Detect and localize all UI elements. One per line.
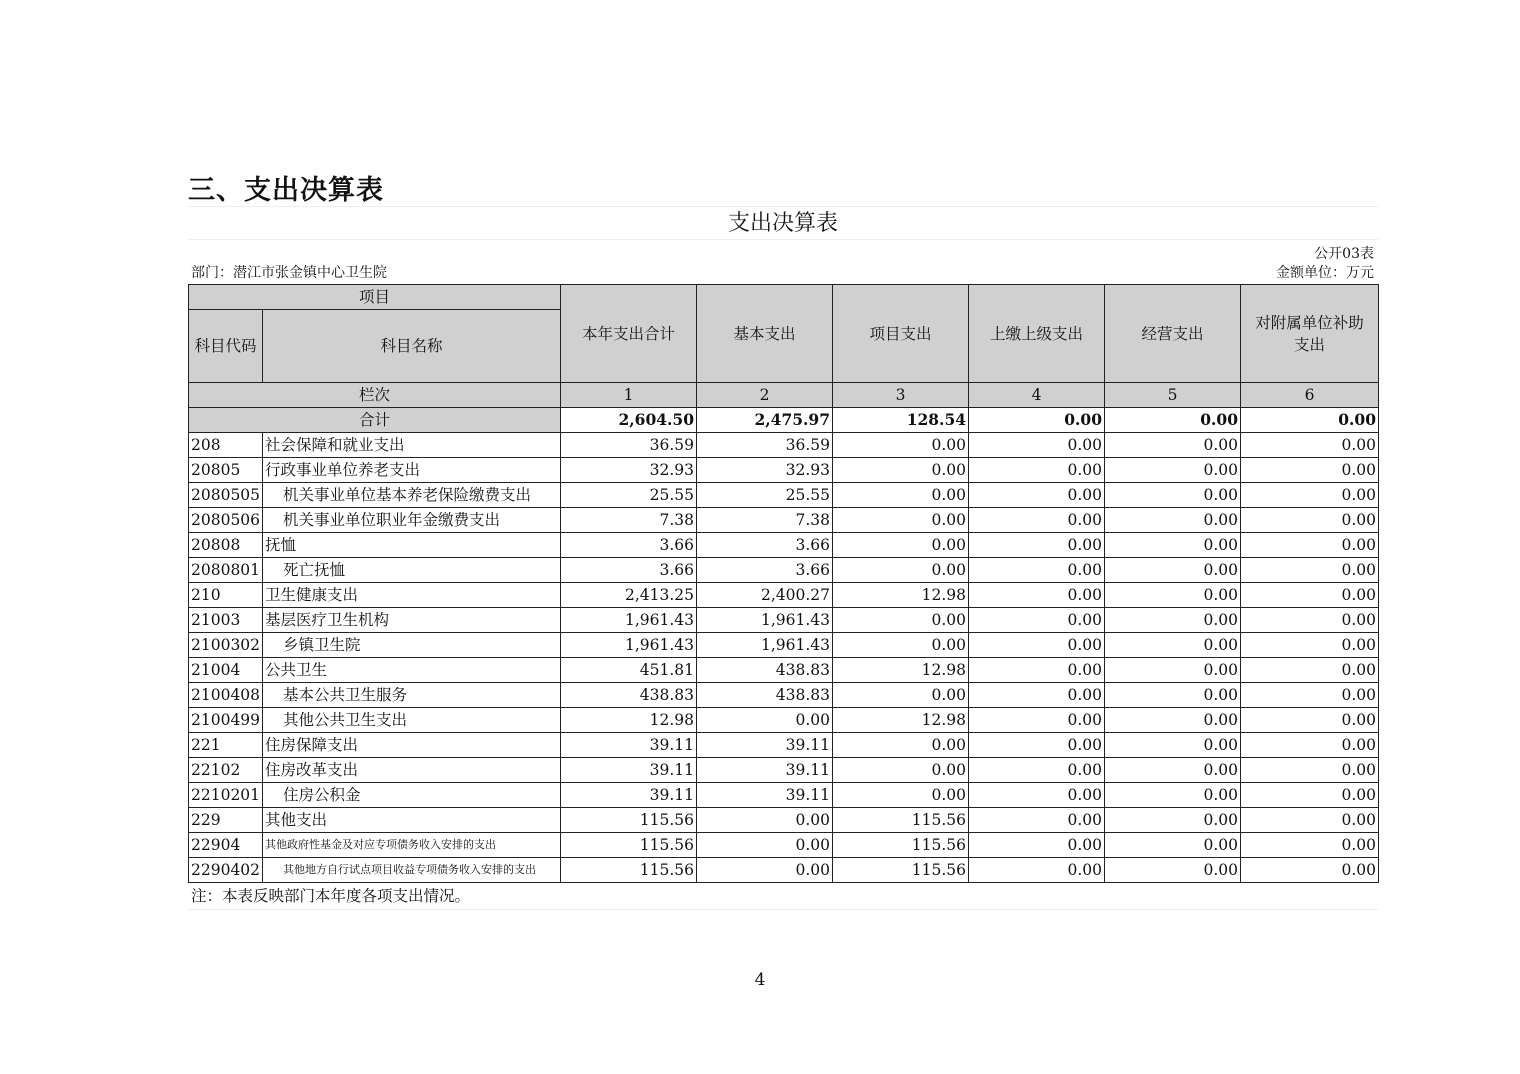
amount-cell: 39.11 (697, 783, 833, 808)
amount-cell: 0.00 (1105, 683, 1241, 708)
amount-cell: 0.00 (969, 833, 1105, 858)
subject-code: 208 (189, 433, 263, 458)
subject-code: 2100302 (189, 633, 263, 658)
amount-cell: 0.00 (969, 758, 1105, 783)
subject-name: 其他公共卫生支出 (263, 708, 561, 733)
amount-cell: 0.00 (697, 708, 833, 733)
amount-cell: 12.98 (833, 583, 969, 608)
amount-cell: 0.00 (969, 558, 1105, 583)
table-row (189, 733, 1379, 758)
subject-code: 210 (189, 583, 263, 608)
subject-name: 卫生健康支出 (263, 583, 561, 608)
table-row (189, 558, 1379, 583)
amount-cell: 0.00 (1105, 508, 1241, 533)
total-label: 合计 (189, 408, 561, 433)
amount-cell: 0.00 (1105, 608, 1241, 633)
subject-name: 住房公积金 (263, 783, 561, 808)
table-row (189, 683, 1379, 708)
header-name: 科目名称 (263, 310, 561, 383)
table-row (189, 483, 1379, 508)
amount-cell: 0.00 (1105, 758, 1241, 783)
amount-cell: 3.66 (697, 558, 833, 583)
amount-cell: 0.00 (697, 808, 833, 833)
amount-cell: 0.00 (969, 858, 1105, 883)
table-row (189, 458, 1379, 483)
amount-cell: 0.00 (1105, 733, 1241, 758)
subject-code: 229 (189, 808, 263, 833)
amount-cell: 39.11 (697, 733, 833, 758)
amount-cell: 0.00 (1241, 708, 1379, 733)
amount-cell: 0.00 (1241, 633, 1379, 658)
header-total: 本年支出合计 (561, 285, 697, 383)
subject-code: 21004 (189, 658, 263, 683)
subject-name: 机关事业单位职业年金缴费支出 (263, 508, 561, 533)
subject-name: 其他地方自行试点项目收益专项债务收入安排的支出 (263, 858, 561, 883)
amount-cell: 1,961.43 (697, 633, 833, 658)
amount-cell: 115.56 (833, 858, 969, 883)
amount-cell: 0.00 (1241, 583, 1379, 608)
table-row (189, 433, 1379, 458)
table-row (189, 833, 1379, 858)
page-number: 4 (754, 970, 766, 990)
amount-cell: 12.98 (561, 708, 697, 733)
amount-cell: 0.00 (969, 583, 1105, 608)
amount-cell: 115.56 (561, 833, 697, 858)
subject-code: 2290402 (189, 858, 263, 883)
amount-cell: 115.56 (561, 808, 697, 833)
subject-code: 22904 (189, 833, 263, 858)
amount-cell: 115.56 (833, 808, 969, 833)
header-project: 项目支出 (833, 285, 969, 383)
subject-name: 机关事业单位基本养老保险缴费支出 (263, 483, 561, 508)
amount-cell: 0.00 (833, 483, 969, 508)
amount-cell: 0.00 (969, 533, 1105, 558)
amount-cell: 2,400.27 (697, 583, 833, 608)
amount-cell: 12.98 (833, 658, 969, 683)
subject-code: 20808 (189, 533, 263, 558)
amount-cell: 0.00 (833, 733, 969, 758)
amount-cell: 0.00 (833, 533, 969, 558)
subject-name: 基层医疗卫生机构 (263, 608, 561, 633)
amount-cell: 39.11 (561, 783, 697, 808)
amount-cell: 0.00 (1241, 858, 1379, 883)
amount-cell: 0.00 (1105, 533, 1241, 558)
column-number: 3 (833, 383, 969, 408)
total-value: 0.00 (1105, 408, 1241, 433)
amount-cell: 0.00 (1241, 733, 1379, 758)
amount-cell: 0.00 (969, 683, 1105, 708)
amount-cell: 0.00 (1105, 558, 1241, 583)
amount-cell: 115.56 (833, 833, 969, 858)
total-value: 0.00 (969, 408, 1105, 433)
subject-code: 2080506 (189, 508, 263, 533)
amount-cell: 0.00 (1105, 658, 1241, 683)
subject-code: 2210201 (189, 783, 263, 808)
amount-cell: 0.00 (1105, 708, 1241, 733)
amount-cell: 0.00 (1241, 808, 1379, 833)
subject-code: 2080505 (189, 483, 263, 508)
subject-code: 20805 (189, 458, 263, 483)
amount-cell: 0.00 (833, 458, 969, 483)
table-row (189, 858, 1379, 883)
header-basic: 基本支出 (697, 285, 833, 383)
subject-code: 21003 (189, 608, 263, 633)
subject-code: 2080801 (189, 558, 263, 583)
amount-cell: 0.00 (1105, 808, 1241, 833)
amount-cell: 39.11 (697, 758, 833, 783)
header-upper: 上缴上级支出 (969, 285, 1105, 383)
amount-cell: 0.00 (969, 458, 1105, 483)
amount-cell: 0.00 (1241, 458, 1379, 483)
subject-code: 2100408 (189, 683, 263, 708)
amount-cell: 7.38 (697, 508, 833, 533)
table-row (189, 758, 1379, 783)
table-row (189, 783, 1379, 808)
column-number: 4 (969, 383, 1105, 408)
amount-cell: 115.56 (561, 858, 697, 883)
amount-cell: 0.00 (969, 433, 1105, 458)
subject-name: 住房改革支出 (263, 758, 561, 783)
subject-name: 住房保障支出 (263, 733, 561, 758)
amount-cell: 0.00 (969, 658, 1105, 683)
amount-cell: 3.66 (561, 533, 697, 558)
amount-cell: 3.66 (697, 533, 833, 558)
table-note: 注：本表反映部门本年度各项支出情况。 (188, 883, 1378, 910)
header-row-1 (189, 285, 1379, 310)
amount-cell: 0.00 (969, 633, 1105, 658)
amount-cell: 0.00 (1241, 483, 1379, 508)
subject-name: 死亡抚恤 (263, 558, 561, 583)
header-item: 项目 (189, 285, 561, 310)
amount-cell: 1,961.43 (561, 608, 697, 633)
amount-cell: 0.00 (1105, 483, 1241, 508)
subject-code: 2100499 (189, 708, 263, 733)
amount-cell: 0.00 (1105, 458, 1241, 483)
subject-name: 其他政府性基金及对应专项债务收入安排的支出 (263, 833, 561, 858)
amount-cell: 0.00 (1241, 658, 1379, 683)
subject-code: 22102 (189, 758, 263, 783)
amount-cell: 0.00 (1241, 608, 1379, 633)
amount-cell: 438.83 (697, 658, 833, 683)
column-number: 1 (561, 383, 697, 408)
expenditure-table (188, 284, 1379, 883)
amount-cell: 0.00 (969, 733, 1105, 758)
amount-unit: 金额单位：万元 (1276, 265, 1374, 281)
amount-cell: 0.00 (1105, 833, 1241, 858)
amount-cell: 0.00 (833, 783, 969, 808)
column-label: 栏次 (189, 383, 561, 408)
amount-cell: 0.00 (833, 683, 969, 708)
form-number: 公开03表 (1314, 246, 1374, 262)
table-row (189, 583, 1379, 608)
header-subsidy: 对附属单位补助支出 (1241, 285, 1379, 383)
amount-cell: 3.66 (561, 558, 697, 583)
table-row (189, 633, 1379, 658)
column-number: 5 (1105, 383, 1241, 408)
amount-cell: 0.00 (1241, 508, 1379, 533)
subject-name: 乡镇卫生院 (263, 633, 561, 658)
amount-cell: 0.00 (1105, 583, 1241, 608)
amount-cell: 39.11 (561, 733, 697, 758)
amount-cell: 0.00 (1105, 783, 1241, 808)
section-heading: 三、支出决算表 (188, 175, 384, 206)
amount-cell: 0.00 (1241, 833, 1379, 858)
amount-cell: 438.83 (697, 683, 833, 708)
amount-cell: 0.00 (833, 433, 969, 458)
table-title: 支出决算表 (188, 206, 1378, 240)
amount-cell: 1,961.43 (561, 633, 697, 658)
subject-name: 抚恤 (263, 533, 561, 558)
amount-cell: 0.00 (833, 558, 969, 583)
table-row (189, 658, 1379, 683)
amount-cell: 0.00 (1241, 683, 1379, 708)
amount-cell: 32.93 (697, 458, 833, 483)
amount-cell: 0.00 (833, 633, 969, 658)
total-value: 2,604.50 (561, 408, 697, 433)
amount-cell: 36.59 (697, 433, 833, 458)
amount-cell: 451.81 (561, 658, 697, 683)
amount-cell: 39.11 (561, 758, 697, 783)
amount-cell: 25.55 (697, 483, 833, 508)
table-row (189, 608, 1379, 633)
amount-cell: 0.00 (833, 758, 969, 783)
table-row (189, 508, 1379, 533)
amount-cell: 0.00 (833, 508, 969, 533)
amount-cell: 12.98 (833, 708, 969, 733)
amount-cell: 7.38 (561, 508, 697, 533)
amount-cell: 0.00 (969, 783, 1105, 808)
amount-cell: 32.93 (561, 458, 697, 483)
amount-cell: 0.00 (1241, 558, 1379, 583)
total-value: 0.00 (1241, 408, 1379, 433)
column-number-row (189, 383, 1379, 408)
amount-cell: 0.00 (1105, 858, 1241, 883)
header-business: 经营支出 (1105, 285, 1241, 383)
subject-code: 221 (189, 733, 263, 758)
column-number: 6 (1241, 383, 1379, 408)
amount-cell: 0.00 (833, 608, 969, 633)
total-value: 128.54 (833, 408, 969, 433)
amount-cell: 0.00 (969, 708, 1105, 733)
department-label: 部门：潜江市张金镇中心卫生院 (191, 265, 387, 281)
subject-name: 基本公共卫生服务 (263, 683, 561, 708)
amount-cell: 0.00 (969, 808, 1105, 833)
table-row (189, 533, 1379, 558)
amount-cell: 0.00 (697, 858, 833, 883)
table-meta (188, 240, 1378, 284)
subject-name: 公共卫生 (263, 658, 561, 683)
amount-cell: 0.00 (1241, 783, 1379, 808)
amount-cell: 25.55 (561, 483, 697, 508)
amount-cell: 0.00 (697, 833, 833, 858)
expenditure-sheet (188, 206, 1378, 910)
table-row (189, 708, 1379, 733)
subject-name: 社会保障和就业支出 (263, 433, 561, 458)
amount-cell: 0.00 (1105, 433, 1241, 458)
amount-cell: 0.00 (1241, 533, 1379, 558)
total-value: 2,475.97 (697, 408, 833, 433)
amount-cell: 0.00 (969, 508, 1105, 533)
header-code: 科目代码 (189, 310, 263, 383)
table-row (189, 808, 1379, 833)
amount-cell: 0.00 (1241, 758, 1379, 783)
total-row (189, 408, 1379, 433)
subject-name: 行政事业单位养老支出 (263, 458, 561, 483)
amount-cell: 0.00 (969, 608, 1105, 633)
amount-cell: 0.00 (969, 483, 1105, 508)
subject-name: 其他支出 (263, 808, 561, 833)
amount-cell: 1,961.43 (697, 608, 833, 633)
amount-cell: 36.59 (561, 433, 697, 458)
amount-cell: 2,413.25 (561, 583, 697, 608)
column-number: 2 (697, 383, 833, 408)
amount-cell: 0.00 (1105, 633, 1241, 658)
amount-cell: 438.83 (561, 683, 697, 708)
amount-cell: 0.00 (1241, 433, 1379, 458)
